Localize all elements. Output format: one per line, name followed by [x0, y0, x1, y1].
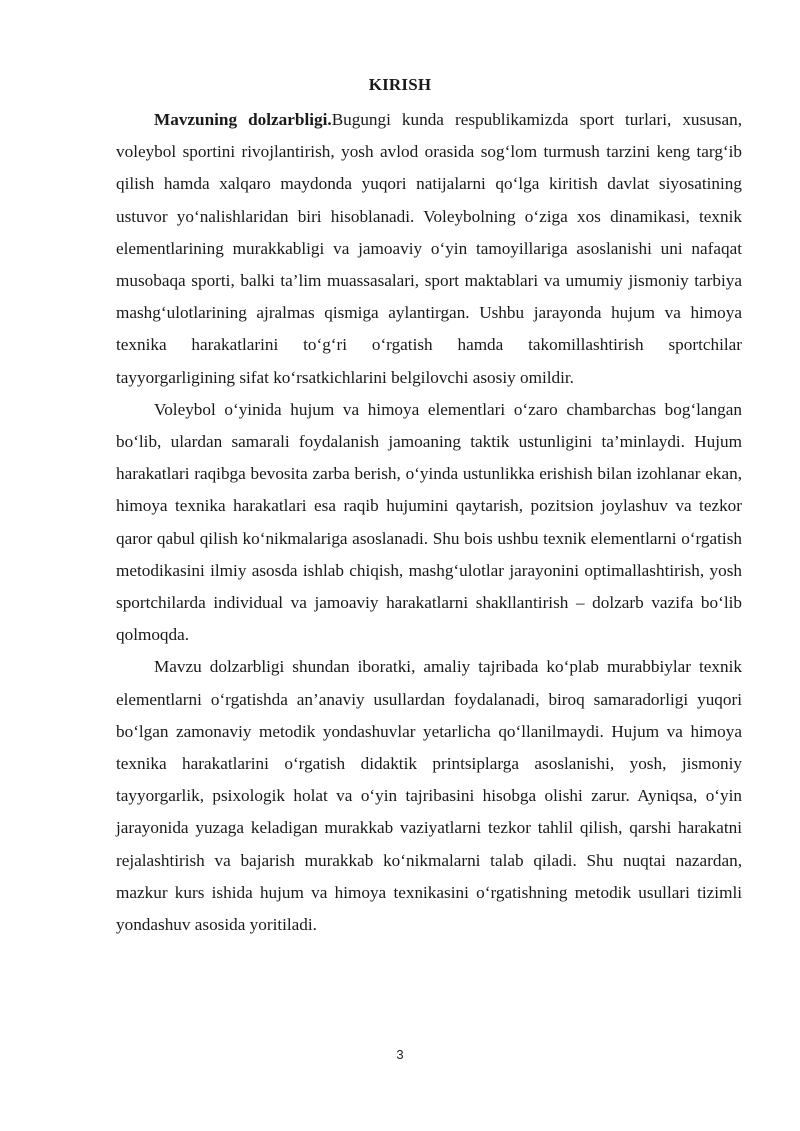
- page-title: KIRISH: [368, 75, 432, 94]
- paragraph-1: [116, 104, 742, 394]
- body-text: [116, 104, 742, 941]
- page-number: 3: [396, 1047, 404, 1062]
- paragraph-text: Mavzu dolzarbligi shundan iboratki, amaliy tajribada ko‘plab murabbiylar texnik elementlarni o‘rgatishda an’anaviy usullardan foydalanadi, biroq samaradorligi yuqori bo‘lgan zamonaviy metodik yondashuvlar yetarlicha qo‘llanilmaydi. Hujum va himoya texnika harakatlarini o‘rgatish didaktik printsiplarga asoslanishi, yosh, jismoniy tayyorgarlik, psixologik holat va o‘yin tajribasini hisobga olishi zarur. Ayniqsa, o‘yin jarayonida yuzaga keladigan murakkab vaziyatlarni tezkor tahlil qilish, qarshi harakatni rejalashtirish va bajarish murakkab ko‘nikmalarni talab qiladi. Shu nuqtai nazardan, mazkur kurs ishida hujum va himoya texnikasini o‘rgatishning metodik usullari tizimli yondashuv asosida yoritiladi.: [116, 657, 742, 935]
- paragraph-2: [116, 394, 742, 652]
- paragraph-lead: Mavzuning dolzarbligi.: [154, 110, 332, 129]
- paragraph-3: [116, 651, 742, 941]
- paragraph-text: Voleybol o‘yinida hujum va himoya elementlari o‘zaro chambarchas bog‘langan bo‘lib, ulardan samarali foydalanish jamoaning taktik ustunligini ta’minlaydi. Hujum harakatlari raqibga bevosita zarba berish, o‘yinda ustunlikka erishish bilan izohlanar ekan, himoya texnika harakatlari esa raqib hujumini qaytarish, pozitsion joylashuv va tezkor qaror qabul qilish ko‘nikmalariga asoslanadi. Shu bois ushbu texnik elementlarni o‘rgatish metodikasini ilmiy asosda ishlab chiqish, mashg‘ulotlar jarayonini optimallashtirish, yosh sportchilarda individual va jamoaviy harakatlarni shakllantirish – dolzarb vazifa bo‘lib qolmoqda.: [116, 399, 742, 645]
- paragraph-text: Bugungi kunda respublikamizda sport turlari, xususan, voleybol sportini rivojlantirish, yosh avlod orasida sog‘lom turmush tarzini keng targ‘ib qilish hamda xalqaro maydonda yuqori natijalarni qo‘lga kiritish davlat siyosatining ustuvor yo‘nalishlaridan biri hisoblanadi. Voleybolning o‘ziga xos dinamikasi, texnik elementlarining murakkabligi va jamoaviy o‘yin tamoyillariga asoslanishi uni nafaqat musobaqa sporti, balki ta’lim muassasalari, sport maktablari va umumiy jismoniy tarbiya mashg‘ulotlarining ajralmas qismiga aylantirgan. Ushbu jarayonda hujum va himoya texnika harakatlarini to‘g‘ri o‘rgatish hamda takomillashtirish sportchilar tayyorgarligining sifat ko‘rsatkichlarini belgilovchi asosiy omildir.: [116, 110, 743, 387]
